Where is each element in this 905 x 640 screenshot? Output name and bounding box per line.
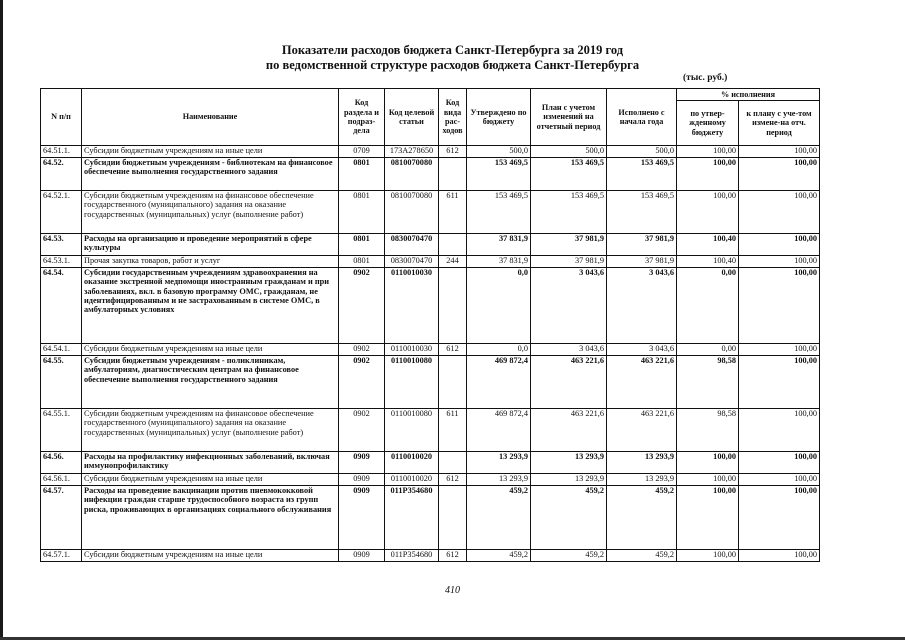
row-name: Субсидии бюджетным учреждениям на финансовое обеспечение государственного (муниципального) задания на оказание государственных (муниципальных) услуг (выполнение работ) bbox=[82, 409, 339, 452]
row-name: Расходы на организацию и проведение мероприятий в сфере культуры bbox=[82, 234, 339, 256]
row-number: 64.53. bbox=[41, 234, 82, 256]
row-section-code: 0909 bbox=[339, 550, 385, 562]
row-name: Субсидии бюджетным учреждениям на иные цели bbox=[82, 474, 339, 486]
document-subtitle: по ведомственной структуре расходов бюджета Санкт-Петербурга bbox=[265, 58, 640, 72]
row-pct-approved: 0,00 bbox=[677, 268, 739, 344]
header-approved: Утверждено по бюджету bbox=[467, 89, 531, 146]
table-row bbox=[41, 474, 820, 486]
row-pct-plan: 100,00 bbox=[739, 550, 820, 562]
row-name: Субсидии бюджетным учреждениям - библиотекам на финансовое обеспечение выполнения государственного задания bbox=[82, 158, 339, 191]
table-row bbox=[41, 409, 820, 452]
row-article-code: 011P354680 bbox=[385, 550, 439, 562]
row-plan: 459,2 bbox=[531, 486, 607, 550]
row-pct-plan: 100,00 bbox=[739, 452, 820, 474]
row-approved: 0,0 bbox=[467, 344, 531, 356]
row-plan: 37 981,9 bbox=[531, 234, 607, 256]
row-number: 64.51.1. bbox=[41, 146, 82, 158]
row-plan: 13 293,9 bbox=[531, 474, 607, 486]
row-approved: 13 293,9 bbox=[467, 474, 531, 486]
row-approved: 459,2 bbox=[467, 486, 531, 550]
row-approved: 469 872,4 bbox=[467, 356, 531, 409]
row-article-code: 173А278650 bbox=[385, 146, 439, 158]
row-executed: 3 043,6 bbox=[607, 344, 677, 356]
row-kind-code bbox=[439, 356, 467, 409]
header-np: N п/п bbox=[41, 89, 82, 146]
row-name: Субсидии бюджетным учреждениям - поликлиникам, амбулаториям, диагностическим центрам на финансовое обеспечение выполнения государственного задания bbox=[82, 356, 339, 409]
row-executed: 153 469,5 bbox=[607, 158, 677, 191]
header-section-code: Код раздела и подраз-дела bbox=[339, 89, 385, 146]
row-article-code: 0110010030 bbox=[385, 268, 439, 344]
row-kind-code bbox=[439, 452, 467, 474]
row-pct-approved: 100,00 bbox=[677, 550, 739, 562]
row-kind-code: 612 bbox=[439, 474, 467, 486]
row-number: 64.56.1. bbox=[41, 474, 82, 486]
row-pct-approved: 98,58 bbox=[677, 409, 739, 452]
table-row bbox=[41, 268, 820, 344]
table-row bbox=[41, 158, 820, 191]
row-plan: 3 043,6 bbox=[531, 268, 607, 344]
row-executed: 463 221,6 bbox=[607, 356, 677, 409]
row-executed: 153 469,5 bbox=[607, 191, 677, 234]
row-kind-code: 612 bbox=[439, 146, 467, 158]
row-number: 64.56. bbox=[41, 452, 82, 474]
table-row bbox=[41, 452, 820, 474]
row-number: 64.52. bbox=[41, 158, 82, 191]
row-approved: 500,0 bbox=[467, 146, 531, 158]
row-pct-plan: 100,00 bbox=[739, 474, 820, 486]
row-number: 64.52.1. bbox=[41, 191, 82, 234]
row-kind-code bbox=[439, 158, 467, 191]
row-pct-approved: 100,40 bbox=[677, 256, 739, 268]
row-article-code: 0830070470 bbox=[385, 234, 439, 256]
row-article-code: 0110010020 bbox=[385, 474, 439, 486]
table-row bbox=[41, 146, 820, 158]
row-name: Расходы на проведение вакцинации против пневмококковой инфекции граждан старше трудоспособного возраста из групп риска, проживающих в организациях социального обслуживания bbox=[82, 486, 339, 550]
row-name: Субсидии государственным учреждениям здравоохранения на оказание экстренной медпомощи иностранным гражданам и при заболеваниях, вкл. в базовую программу ОМС, гражданам, не идентифицированным и не застрахованным в системе ОМС, в амбулаторных условиях bbox=[82, 268, 339, 344]
row-kind-code bbox=[439, 268, 467, 344]
row-plan: 13 293,9 bbox=[531, 452, 607, 474]
header-article-code: Код целевой статьи bbox=[385, 89, 439, 146]
row-name: Прочая закупка товаров, работ и услуг bbox=[82, 256, 339, 268]
row-article-code: 0110010020 bbox=[385, 452, 439, 474]
row-name: Субсидии бюджетным учреждениям на иные цели bbox=[82, 344, 339, 356]
table-row bbox=[41, 550, 820, 562]
row-article-code: 0810070080 bbox=[385, 191, 439, 234]
table-row bbox=[41, 356, 820, 409]
row-approved: 37 831,9 bbox=[467, 234, 531, 256]
row-pct-approved: 100,40 bbox=[677, 234, 739, 256]
row-pct-plan: 100,00 bbox=[739, 256, 820, 268]
row-plan: 463 221,6 bbox=[531, 409, 607, 452]
row-section-code: 0909 bbox=[339, 486, 385, 550]
row-kind-code: 611 bbox=[439, 409, 467, 452]
header-pct-plan: к плану с уче-том измене-на отч. период bbox=[739, 101, 820, 146]
row-pct-plan: 100,00 bbox=[739, 158, 820, 191]
row-approved: 37 831,9 bbox=[467, 256, 531, 268]
row-article-code: 0110010080 bbox=[385, 409, 439, 452]
row-name: Субсидии бюджетным учреждениям на иные цели bbox=[82, 146, 339, 158]
header-executed: Исполнено с начала года bbox=[607, 89, 677, 146]
row-kind-code bbox=[439, 234, 467, 256]
row-pct-plan: 100,00 bbox=[739, 234, 820, 256]
row-section-code: 0902 bbox=[339, 268, 385, 344]
row-pct-plan: 100,00 bbox=[739, 268, 820, 344]
row-name: Субсидии бюджетным учреждениям на финансовое обеспечение государственного (муниципального) задания на оказание государственных (муниципальных) услуг (выполнение работ) bbox=[82, 191, 339, 234]
row-approved: 13 293,9 bbox=[467, 452, 531, 474]
row-executed: 459,2 bbox=[607, 550, 677, 562]
row-approved: 153 469,5 bbox=[467, 158, 531, 191]
row-plan: 153 469,5 bbox=[531, 191, 607, 234]
units-label: (тыс. руб.) bbox=[683, 73, 728, 83]
row-executed: 500,0 bbox=[607, 146, 677, 158]
row-kind-code: 244 bbox=[439, 256, 467, 268]
row-number: 64.53.1. bbox=[41, 256, 82, 268]
row-name: Расходы на профилактику инфекционных заболеваний, включая иммунопрофилактику bbox=[82, 452, 339, 474]
row-pct-plan: 100,00 bbox=[739, 486, 820, 550]
row-plan: 37 981,9 bbox=[531, 256, 607, 268]
row-section-code: 0801 bbox=[339, 256, 385, 268]
row-plan: 153 469,5 bbox=[531, 158, 607, 191]
row-approved: 459,2 bbox=[467, 550, 531, 562]
row-kind-code: 612 bbox=[439, 344, 467, 356]
row-pct-approved: 100,00 bbox=[677, 486, 739, 550]
row-section-code: 0902 bbox=[339, 409, 385, 452]
row-section-code: 0801 bbox=[339, 234, 385, 256]
table-row bbox=[41, 486, 820, 550]
header-pct-group: % исполнения bbox=[677, 89, 820, 101]
row-plan: 3 043,6 bbox=[531, 344, 607, 356]
header-kind-code: Код вида рас-ходов bbox=[439, 89, 467, 146]
document-title: Показатели расходов бюджета Санкт-Петербурга за 2019 год bbox=[281, 43, 624, 57]
row-number: 64.57. bbox=[41, 486, 82, 550]
row-approved: 153 469,5 bbox=[467, 191, 531, 234]
row-approved: 469 872,4 bbox=[467, 409, 531, 452]
row-pct-approved: 100,00 bbox=[677, 146, 739, 158]
row-article-code: 0810070080 bbox=[385, 158, 439, 191]
row-name: Субсидии бюджетным учреждениям на иные цели bbox=[82, 550, 339, 562]
row-approved: 0,0 bbox=[467, 268, 531, 344]
budget-table bbox=[40, 88, 820, 562]
row-pct-plan: 100,00 bbox=[739, 409, 820, 452]
row-section-code: 0902 bbox=[339, 344, 385, 356]
row-section-code: 0801 bbox=[339, 191, 385, 234]
row-number: 64.55.1. bbox=[41, 409, 82, 452]
row-number: 64.54. bbox=[41, 268, 82, 344]
row-section-code: 0909 bbox=[339, 474, 385, 486]
row-plan: 500,0 bbox=[531, 146, 607, 158]
row-pct-approved: 100,00 bbox=[677, 474, 739, 486]
row-section-code: 0902 bbox=[339, 356, 385, 409]
row-executed: 13 293,9 bbox=[607, 452, 677, 474]
table-row bbox=[41, 256, 820, 268]
header-pct-approved: по утвер-жденному бюджету bbox=[677, 101, 739, 146]
row-pct-plan: 100,00 bbox=[739, 191, 820, 234]
row-executed: 13 293,9 bbox=[607, 474, 677, 486]
row-pct-approved: 0,00 bbox=[677, 344, 739, 356]
table-row bbox=[41, 344, 820, 356]
scan-edge-left bbox=[0, 0, 3, 640]
row-kind-code bbox=[439, 486, 467, 550]
row-article-code: 0830070470 bbox=[385, 256, 439, 268]
row-executed: 37 981,9 bbox=[607, 256, 677, 268]
row-number: 64.54.1. bbox=[41, 344, 82, 356]
row-executed: 3 043,6 bbox=[607, 268, 677, 344]
row-plan: 459,2 bbox=[531, 550, 607, 562]
row-pct-plan: 100,00 bbox=[739, 356, 820, 409]
row-pct-approved: 100,00 bbox=[677, 452, 739, 474]
row-executed: 463 221,6 bbox=[607, 409, 677, 452]
row-number: 64.55. bbox=[41, 356, 82, 409]
row-plan: 463 221,6 bbox=[531, 356, 607, 409]
row-executed: 459,2 bbox=[607, 486, 677, 550]
row-executed: 37 981,9 bbox=[607, 234, 677, 256]
page-number: 410 bbox=[445, 585, 460, 596]
row-kind-code: 611 bbox=[439, 191, 467, 234]
row-section-code: 0801 bbox=[339, 158, 385, 191]
row-pct-plan: 100,00 bbox=[739, 344, 820, 356]
table-row bbox=[41, 234, 820, 256]
header-plan: План с учетом изменений на отчетный период bbox=[531, 89, 607, 146]
row-article-code: 011P354680 bbox=[385, 486, 439, 550]
row-kind-code: 612 bbox=[439, 550, 467, 562]
row-pct-approved: 100,00 bbox=[677, 191, 739, 234]
row-section-code: 0709 bbox=[339, 146, 385, 158]
row-section-code: 0909 bbox=[339, 452, 385, 474]
header-name: Наименование bbox=[82, 89, 339, 146]
table-body bbox=[41, 146, 820, 562]
row-article-code: 0110010030 bbox=[385, 344, 439, 356]
row-pct-approved: 98,58 bbox=[677, 356, 739, 409]
row-pct-plan: 100,00 bbox=[739, 146, 820, 158]
row-pct-approved: 100,00 bbox=[677, 158, 739, 191]
row-article-code: 0110010080 bbox=[385, 356, 439, 409]
table-row bbox=[41, 191, 820, 234]
row-number: 64.57.1. bbox=[41, 550, 82, 562]
